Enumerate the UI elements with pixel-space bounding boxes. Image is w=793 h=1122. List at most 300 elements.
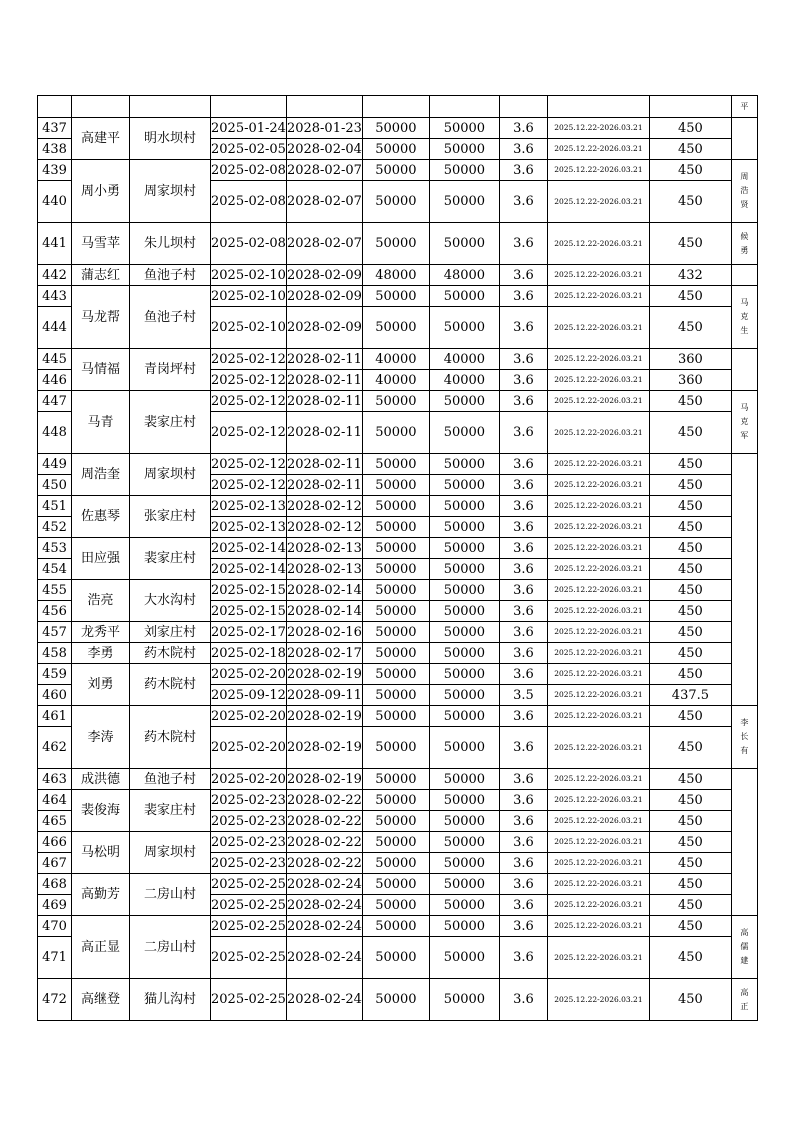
loan-balance: 50000 [429,286,499,307]
village-name: 二房山村 [130,874,211,916]
cell [72,96,130,118]
start-date: 2025-02-10 [211,307,287,349]
guarantor-char: 周 [740,172,749,181]
loan-amount: 50000 [362,538,429,559]
loan-balance: 50000 [429,160,499,181]
table-row [38,979,758,1021]
start-date: 2025-01-24 [211,118,287,139]
table-row [38,349,758,370]
row-number: 455 [38,580,72,601]
interest-amount: 450 [649,853,731,874]
row-number: 456 [38,601,72,622]
table-body [38,96,758,1021]
interest-amount: 360 [649,370,731,391]
interest-period: 2025.12.22-2026.03.21 [547,643,649,664]
end-date: 2028-02-11 [286,454,362,475]
start-date: 2025-02-20 [211,769,287,790]
interest-amount: 450 [649,706,731,727]
interest-rate: 3.6 [499,265,547,286]
interest-rate: 3.6 [499,832,547,853]
interest-period: 2025.12.22-2026.03.21 [547,937,649,979]
guarantor-cell [731,286,757,349]
loan-balance: 50000 [429,727,499,769]
start-date: 2025-02-20 [211,727,287,769]
end-date: 2028-02-19 [286,769,362,790]
interest-rate: 3.6 [499,286,547,307]
borrower-name: 李勇 [72,643,130,664]
interest-rate: 3.6 [499,916,547,937]
loan-amount: 50000 [362,832,429,853]
end-date: 2028-02-22 [286,790,362,811]
end-date: 2028-02-04 [286,139,362,160]
loan-balance: 48000 [429,265,499,286]
start-date: 2025-02-14 [211,538,287,559]
village-name: 朱儿坝村 [130,223,211,265]
end-date: 2028-02-09 [286,307,362,349]
interest-rate: 3.6 [499,118,547,139]
interest-amount: 450 [649,223,731,265]
interest-period: 2025.12.22-2026.03.21 [547,874,649,895]
loan-amount: 40000 [362,349,429,370]
end-date: 2028-02-24 [286,979,362,1021]
village-name: 周家坝村 [130,160,211,223]
start-date: 2025-02-25 [211,979,287,1021]
start-date: 2025-02-17 [211,622,287,643]
loan-amount: 50000 [362,790,429,811]
guarantor-cell [731,391,757,454]
row-number: 463 [38,769,72,790]
interest-period: 2025.12.22-2026.03.21 [547,853,649,874]
end-date: 2028-01-23 [286,118,362,139]
loan-amount: 48000 [362,265,429,286]
loan-amount: 50000 [362,118,429,139]
row-number: 443 [38,286,72,307]
loan-amount: 50000 [362,769,429,790]
end-date: 2028-02-19 [286,664,362,685]
row-number: 447 [38,391,72,412]
interest-amount: 450 [649,790,731,811]
row-number: 469 [38,895,72,916]
loan-balance: 50000 [429,832,499,853]
loan-balance: 50000 [429,412,499,454]
loan-amount: 50000 [362,160,429,181]
end-date: 2028-02-07 [286,223,362,265]
interest-rate: 3.6 [499,790,547,811]
loan-amount: 50000 [362,223,429,265]
interest-amount: 450 [649,664,731,685]
interest-period: 2025.12.22-2026.03.21 [547,664,649,685]
interest-period: 2025.12.22-2026.03.21 [547,559,649,580]
loan-amount: 50000 [362,601,429,622]
borrower-name: 高正显 [72,916,130,979]
start-date: 2025-02-12 [211,391,287,412]
guarantor-char: 克 [740,417,749,426]
interest-rate: 3.6 [499,538,547,559]
table-row [38,769,758,790]
interest-amount: 432 [649,265,731,286]
borrower-name: 龙秀平 [72,622,130,643]
village-name: 裴家庄村 [130,391,211,454]
borrower-name: 李涛 [72,706,130,769]
interest-period: 2025.12.22-2026.03.21 [547,391,649,412]
village-name: 鱼池子村 [130,265,211,286]
table-row [38,118,758,139]
loan-balance: 50000 [429,139,499,160]
end-date: 2028-02-07 [286,160,362,181]
interest-amount: 450 [649,286,731,307]
loan-balance: 50000 [429,496,499,517]
interest-amount: 450 [649,496,731,517]
start-date: 2025-02-15 [211,580,287,601]
interest-period: 2025.12.22-2026.03.21 [547,517,649,538]
interest-amount: 450 [649,454,731,475]
end-date: 2028-02-11 [286,349,362,370]
interest-amount: 450 [649,391,731,412]
table-row [38,622,758,643]
table-row [38,538,758,559]
interest-period: 2025.12.22-2026.03.21 [547,895,649,916]
row-number: 460 [38,685,72,706]
end-date: 2028-02-11 [286,391,362,412]
table-row [38,265,758,286]
interest-amount: 450 [649,181,731,223]
loan-balance: 50000 [429,580,499,601]
guarantor-cell [731,223,757,265]
interest-amount: 450 [649,412,731,454]
end-date: 2028-02-19 [286,727,362,769]
interest-rate: 3.6 [499,643,547,664]
start-date: 2025-02-08 [211,160,287,181]
interest-rate: 3.6 [499,139,547,160]
interest-rate: 3.6 [499,895,547,916]
interest-rate: 3.6 [499,181,547,223]
interest-rate: 3.6 [499,412,547,454]
borrower-name: 刘勇 [72,664,130,706]
end-date: 2028-02-24 [286,874,362,895]
loan-amount: 50000 [362,937,429,979]
loan-balance: 50000 [429,853,499,874]
table-row [38,454,758,475]
loan-balance: 40000 [429,349,499,370]
interest-period: 2025.12.22-2026.03.21 [547,349,649,370]
cell [499,96,547,118]
interest-amount: 450 [649,937,731,979]
end-date: 2028-09-11 [286,685,362,706]
start-date: 2025-02-05 [211,139,287,160]
table-row [38,706,758,727]
row-number: 458 [38,643,72,664]
interest-amount: 450 [649,517,731,538]
borrower-name: 裴俊海 [72,790,130,832]
interest-rate: 3.6 [499,580,547,601]
loan-balance: 50000 [429,790,499,811]
end-date: 2028-02-11 [286,475,362,496]
start-date: 2025-02-08 [211,181,287,223]
loan-balance: 50000 [429,517,499,538]
row-number: 446 [38,370,72,391]
cell [429,96,499,118]
loan-amount: 50000 [362,622,429,643]
guarantor-cell [731,96,757,118]
row-number: 464 [38,790,72,811]
loan-amount: 50000 [362,412,429,454]
end-date: 2028-02-22 [286,853,362,874]
guarantor-char: 克 [740,312,749,321]
interest-amount: 450 [649,727,731,769]
village-name: 大水沟村 [130,580,211,622]
row-number: 452 [38,517,72,538]
start-date: 2025-02-23 [211,811,287,832]
start-date: 2025-02-25 [211,916,287,937]
loan-balance: 50000 [429,118,499,139]
table-row [38,664,758,685]
table-row-top [38,96,758,118]
loan-amount: 50000 [362,307,429,349]
interest-rate: 3.6 [499,349,547,370]
village-name: 明水坝村 [130,118,211,160]
guarantor-char: 生 [740,326,749,335]
start-date: 2025-02-12 [211,349,287,370]
interest-rate: 3.6 [499,370,547,391]
loan-balance: 50000 [429,622,499,643]
interest-amount: 450 [649,874,731,895]
interest-amount: 450 [649,643,731,664]
guarantor-cell [731,160,757,223]
row-number: 466 [38,832,72,853]
interest-rate: 3.6 [499,517,547,538]
interest-amount: 450 [649,916,731,937]
row-number: 451 [38,496,72,517]
row-number: 465 [38,811,72,832]
end-date: 2028-02-13 [286,559,362,580]
village-name: 刘家庄村 [130,622,211,643]
loan-balance: 50000 [429,391,499,412]
village-name: 鱼池子村 [130,286,211,349]
loan-balance: 50000 [429,874,499,895]
interest-rate: 3.6 [499,874,547,895]
loan-amount: 50000 [362,706,429,727]
interest-period: 2025.12.22-2026.03.21 [547,580,649,601]
guarantor-char: 马 [740,403,749,412]
guarantor-cell [731,454,757,706]
loan-balance: 50000 [429,664,499,685]
guarantor-cell [731,265,757,286]
interest-amount: 450 [649,538,731,559]
interest-period: 2025.12.22-2026.03.21 [547,370,649,391]
start-date: 2025-02-10 [211,286,287,307]
end-date: 2028-02-11 [286,370,362,391]
loan-balance: 50000 [429,937,499,979]
interest-amount: 450 [649,979,731,1021]
village-name: 张家庄村 [130,496,211,538]
start-date: 2025-02-25 [211,895,287,916]
interest-period: 2025.12.22-2026.03.21 [547,622,649,643]
end-date: 2028-02-24 [286,895,362,916]
interest-amount: 450 [649,895,731,916]
table-row [38,286,758,307]
start-date: 2025-02-12 [211,370,287,391]
interest-period: 2025.12.22-2026.03.21 [547,412,649,454]
interest-rate: 3.6 [499,811,547,832]
guarantor-cell [731,118,757,160]
row-number: 457 [38,622,72,643]
interest-amount: 437.5 [649,685,731,706]
row-number: 462 [38,727,72,769]
loan-amount: 50000 [362,475,429,496]
start-date: 2025-09-12 [211,685,287,706]
village-name: 周家坝村 [130,454,211,496]
row-number: 449 [38,454,72,475]
interest-period: 2025.12.22-2026.03.21 [547,223,649,265]
end-date: 2028-02-22 [286,811,362,832]
interest-period: 2025.12.22-2026.03.21 [547,601,649,622]
guarantor-char: 李 [740,718,749,727]
interest-rate: 3.6 [499,496,547,517]
table-row [38,832,758,853]
row-number: 472 [38,979,72,1021]
loan-balance: 50000 [429,454,499,475]
interest-rate: 3.6 [499,727,547,769]
interest-rate: 3.6 [499,601,547,622]
table-row [38,916,758,937]
loan-amount: 50000 [362,811,429,832]
loan-balance: 50000 [429,685,499,706]
loan-balance: 50000 [429,811,499,832]
village-name: 周家坝村 [130,832,211,874]
interest-period: 2025.12.22-2026.03.21 [547,475,649,496]
row-number: 438 [38,139,72,160]
loan-balance: 50000 [429,307,499,349]
village-name: 裴家庄村 [130,790,211,832]
borrower-name: 马龙帮 [72,286,130,349]
start-date: 2025-02-15 [211,601,287,622]
borrower-name: 浩亮 [72,580,130,622]
end-date: 2028-02-24 [286,916,362,937]
interest-rate: 3.6 [499,769,547,790]
interest-amount: 450 [649,307,731,349]
end-date: 2028-02-14 [286,580,362,601]
loan-amount: 50000 [362,874,429,895]
interest-period: 2025.12.22-2026.03.21 [547,979,649,1021]
start-date: 2025-02-25 [211,874,287,895]
village-name: 药木院村 [130,643,211,664]
end-date: 2028-02-19 [286,706,362,727]
interest-rate: 3.6 [499,937,547,979]
end-date: 2028-02-12 [286,517,362,538]
cell [38,96,72,118]
loan-amount: 50000 [362,685,429,706]
start-date: 2025-02-13 [211,496,287,517]
row-number: 454 [38,559,72,580]
end-date: 2028-02-09 [286,286,362,307]
start-date: 2025-02-25 [211,937,287,979]
end-date: 2028-02-17 [286,643,362,664]
loan-balance: 50000 [429,559,499,580]
end-date: 2028-02-12 [286,496,362,517]
guarantor-char: 马 [740,298,749,307]
interest-period: 2025.12.22-2026.03.21 [547,454,649,475]
village-name: 猫儿沟村 [130,979,211,1021]
guarantor-cell [731,979,757,1021]
row-number: 440 [38,181,72,223]
interest-rate: 3.6 [499,706,547,727]
guarantor-cell [731,706,757,769]
interest-amount: 450 [649,601,731,622]
village-name: 二房山村 [130,916,211,979]
borrower-name: 蒲志红 [72,265,130,286]
interest-period: 2025.12.22-2026.03.21 [547,286,649,307]
end-date: 2028-02-24 [286,937,362,979]
start-date: 2025-02-13 [211,517,287,538]
cell [649,96,731,118]
guarantor-cell [731,916,757,979]
interest-rate: 3.6 [499,559,547,580]
interest-rate: 3.6 [499,454,547,475]
guarantor-char: 浩 [740,186,749,195]
table-row [38,643,758,664]
interest-amount: 450 [649,160,731,181]
loan-table [37,95,758,1021]
end-date: 2028-02-22 [286,832,362,853]
row-number: 445 [38,349,72,370]
loan-amount: 50000 [362,181,429,223]
interest-period: 2025.12.22-2026.03.21 [547,916,649,937]
guarantor-char: 长 [740,732,749,741]
interest-period: 2025.12.22-2026.03.21 [547,496,649,517]
row-number: 441 [38,223,72,265]
interest-period: 2025.12.22-2026.03.21 [547,307,649,349]
table-row [38,391,758,412]
start-date: 2025-02-08 [211,223,287,265]
interest-amount: 360 [649,349,731,370]
table-row [38,790,758,811]
guarantor-char: 高 [740,987,749,997]
loan-balance: 50000 [429,979,499,1021]
guarantor-char: 平 [740,101,749,111]
interest-period: 2025.12.22-2026.03.21 [547,811,649,832]
guarantor-char: 贤 [740,200,749,209]
interest-period: 2025.12.22-2026.03.21 [547,181,649,223]
interest-rate: 3.5 [499,685,547,706]
interest-rate: 3.6 [499,853,547,874]
loan-amount: 50000 [362,853,429,874]
loan-balance: 50000 [429,601,499,622]
row-number: 448 [38,412,72,454]
borrower-name: 马松明 [72,832,130,874]
loan-amount: 40000 [362,370,429,391]
guarantor-char: 儒 [740,942,749,951]
village-name: 药木院村 [130,706,211,769]
guarantor-char: 建 [740,956,749,965]
village-name: 青岗坪村 [130,349,211,391]
borrower-name: 马情福 [72,349,130,391]
loan-amount: 50000 [362,517,429,538]
interest-period: 2025.12.22-2026.03.21 [547,685,649,706]
loan-amount: 50000 [362,391,429,412]
interest-period: 2025.12.22-2026.03.21 [547,832,649,853]
table-row [38,223,758,265]
loan-amount: 50000 [362,580,429,601]
end-date: 2028-02-13 [286,538,362,559]
interest-period: 2025.12.22-2026.03.21 [547,706,649,727]
row-number: 453 [38,538,72,559]
row-number: 470 [38,916,72,937]
interest-rate: 3.6 [499,307,547,349]
interest-amount: 450 [649,475,731,496]
start-date: 2025-02-20 [211,664,287,685]
interest-amount: 450 [649,832,731,853]
loan-balance: 40000 [429,370,499,391]
